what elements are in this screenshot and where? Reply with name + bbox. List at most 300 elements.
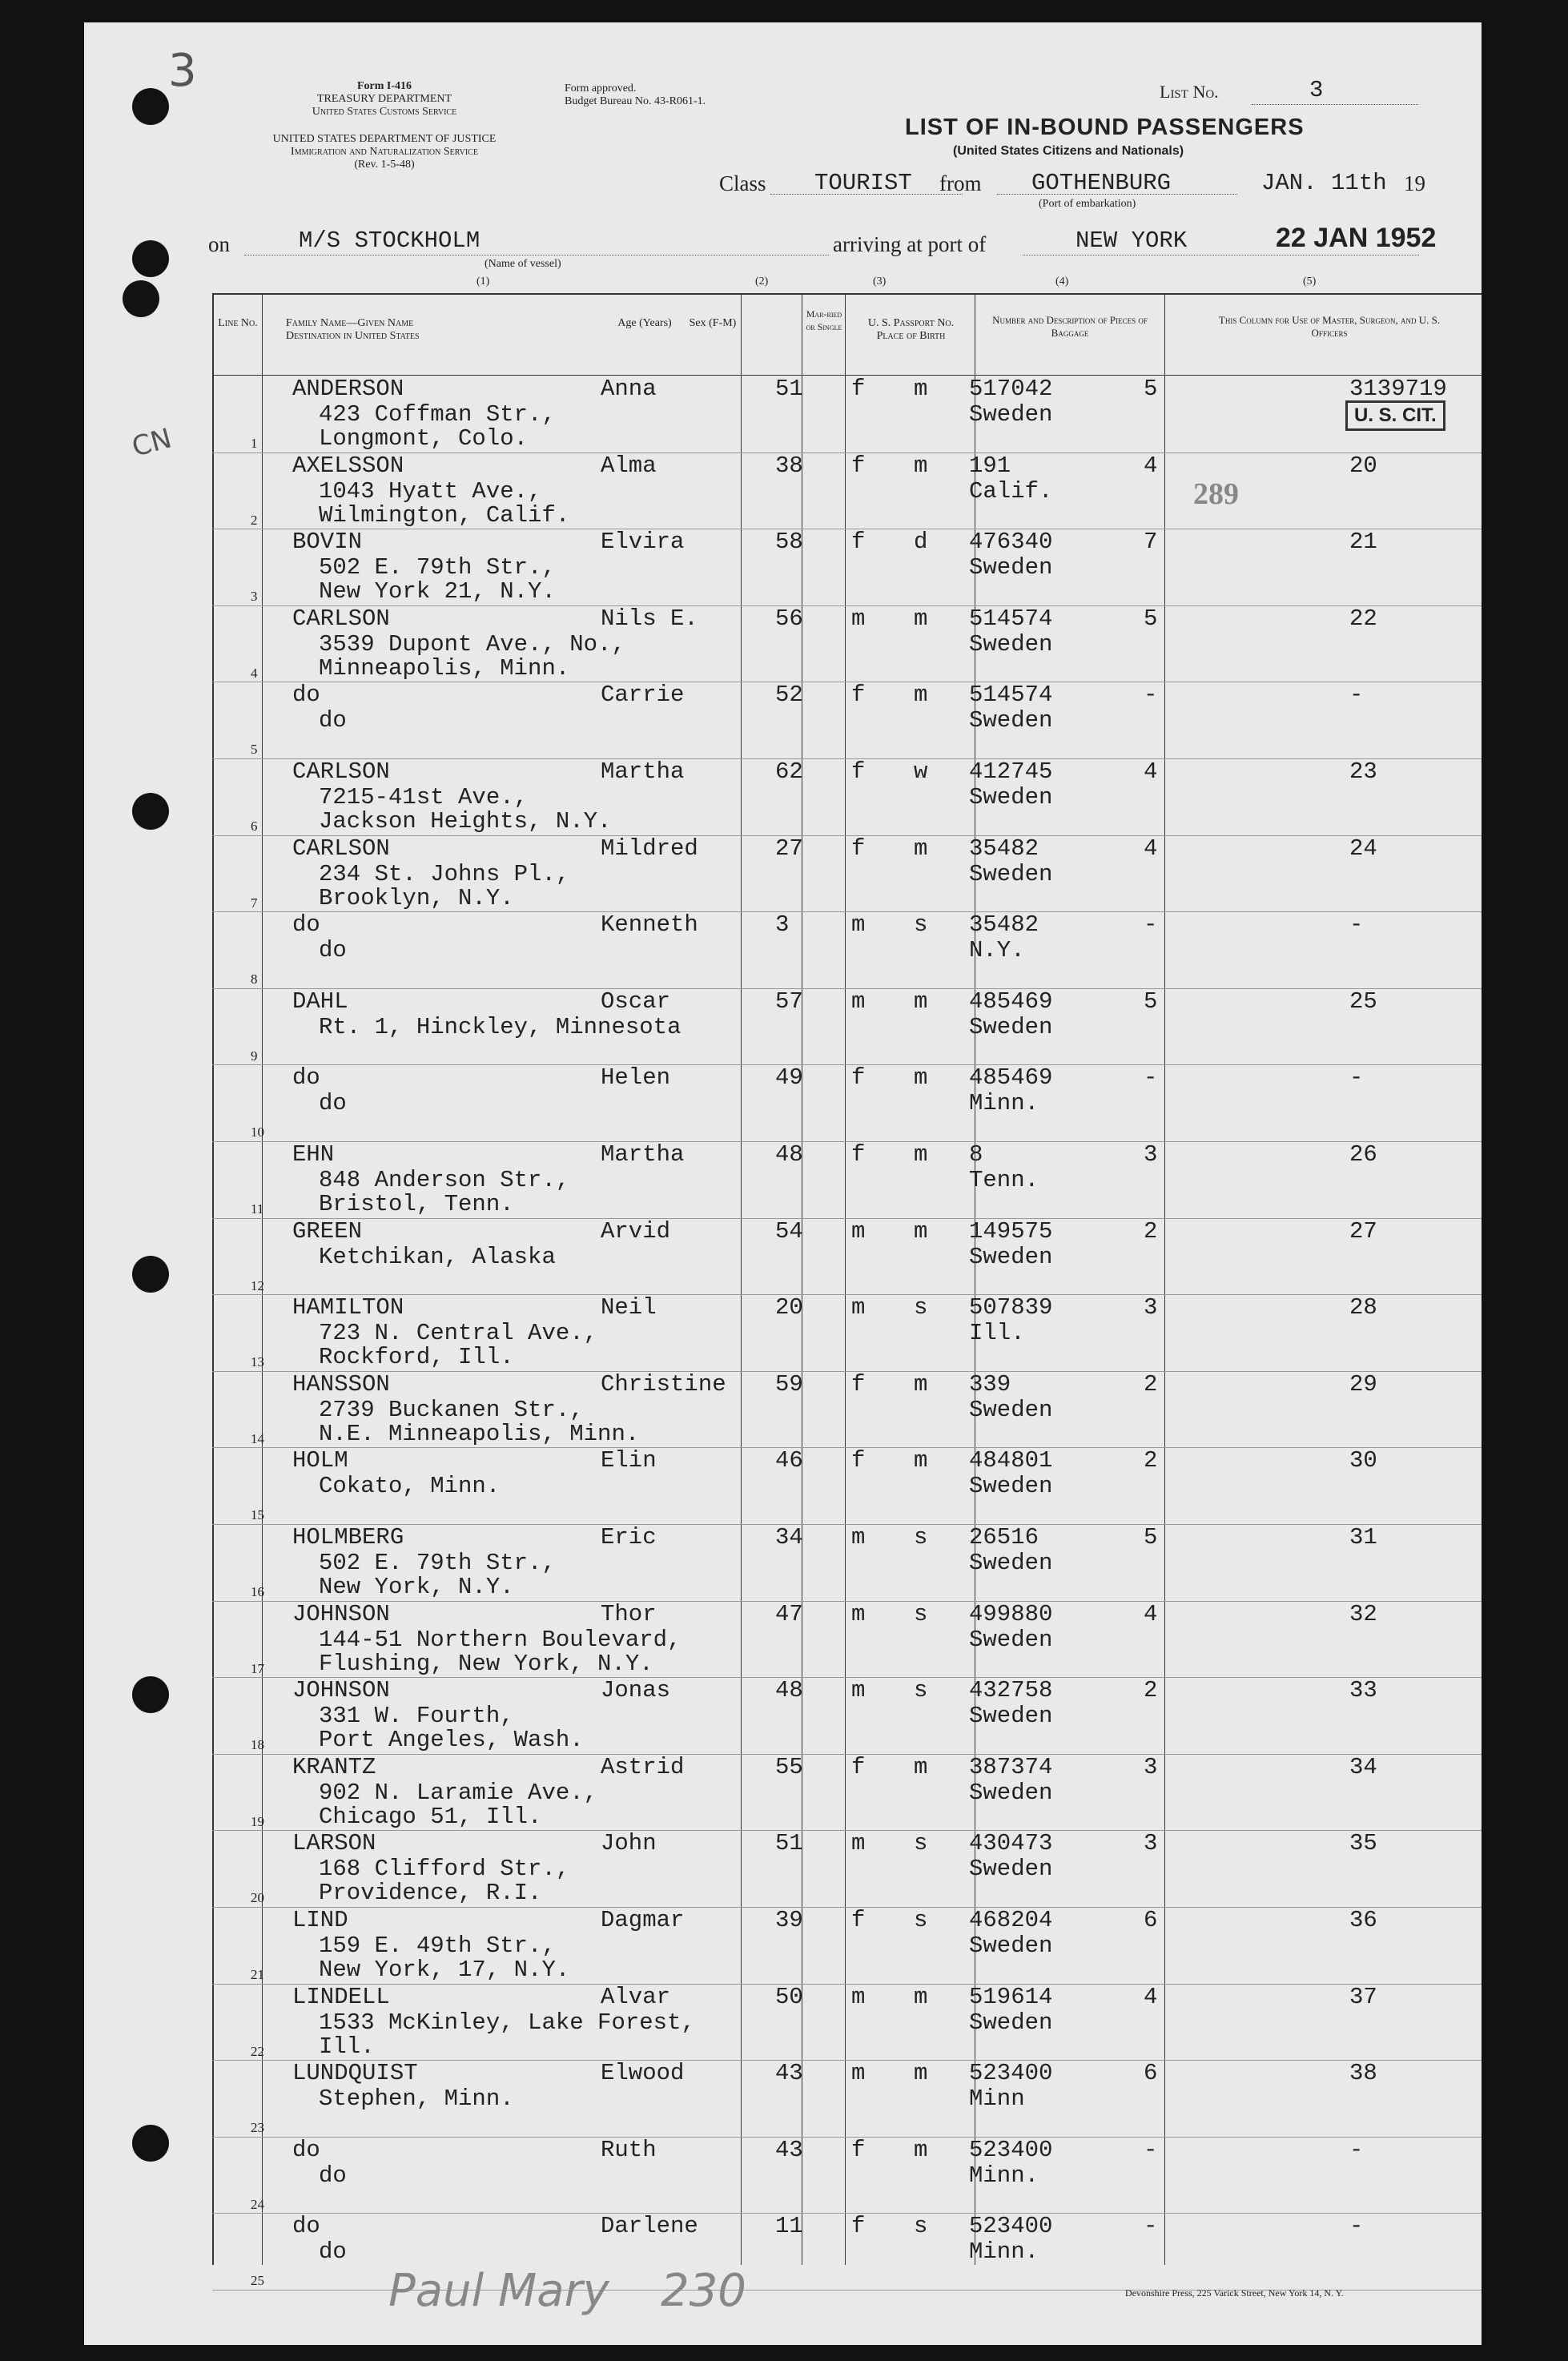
- family-name: GREEN: [292, 1217, 363, 1245]
- marital-status: m: [914, 376, 928, 402]
- header-family-name: Family Name—Given Name: [286, 317, 414, 329]
- place-of-birth: Sweden: [969, 1626, 1053, 1653]
- family-name: CARLSON: [292, 758, 390, 785]
- marital-status: s: [914, 1907, 928, 1933]
- officer-number: 27: [1349, 1217, 1377, 1245]
- address-line-2: Rockford, Ill.: [319, 1344, 514, 1371]
- baggage-count: 3: [1144, 1141, 1158, 1168]
- table-row: [212, 1295, 1482, 1372]
- table-row: [212, 912, 1482, 989]
- officer-number: 24: [1349, 835, 1377, 862]
- address-line-1: Cokato, Minn.: [319, 1473, 501, 1500]
- page-title: LIST OF IN-BOUND PASSENGERS: [905, 115, 1305, 140]
- address-line-1: 502 E. 79th Str.,: [319, 1550, 556, 1576]
- sex: m: [851, 1983, 866, 2010]
- address-line-1: 1043 Hyatt Ave.,: [319, 477, 542, 505]
- place-of-birth: Minn: [969, 2085, 1025, 2113]
- page-subtitle: (United States Citizens and Nationals): [953, 144, 1184, 158]
- header-officers: This Column for Use of Master, Surgeon, and U. S. Officers: [1218, 314, 1441, 339]
- officer-number: 32: [1349, 1600, 1377, 1627]
- place-of-birth: Sweden: [969, 784, 1053, 810]
- table-row: [212, 376, 1482, 453]
- given-name: Martha: [601, 1141, 685, 1168]
- family-name: CARLSON: [292, 835, 390, 862]
- header-sex: Sex (F-M): [689, 317, 737, 329]
- baggage-count: 5: [1144, 605, 1158, 632]
- given-name: Elin: [601, 1447, 657, 1474]
- age: 20: [775, 1294, 803, 1321]
- address-line-2: Providence, R.I.: [319, 1880, 542, 1907]
- family-name: BOVIN: [292, 529, 363, 556]
- us-citizen-stamp: U. S. CIT.: [1345, 400, 1445, 431]
- address-line-2: Longmont, Colo.: [319, 425, 529, 452]
- line-number: 18: [251, 1737, 264, 1753]
- given-name: Ruth: [601, 2136, 657, 2163]
- address-line-1: 848 Anderson Str.,: [319, 1167, 570, 1193]
- family-name: do: [292, 1064, 320, 1092]
- given-name: John: [601, 1830, 657, 1857]
- sex: f: [851, 835, 866, 862]
- passport-no: 35482: [969, 835, 1039, 862]
- line-number: 19: [251, 1813, 264, 1829]
- sex: f: [851, 758, 866, 785]
- table-row: [212, 529, 1482, 606]
- line-number: 12: [251, 1277, 264, 1293]
- officer-number: 35: [1349, 1830, 1377, 1857]
- given-name: Nils E.: [601, 605, 698, 632]
- address-line-1: do: [319, 2162, 347, 2189]
- baggage-count: 2: [1144, 1370, 1158, 1398]
- passport-no: 412745: [969, 758, 1053, 785]
- line-number: 20: [251, 1890, 264, 1906]
- marital-status: m: [914, 987, 928, 1015]
- address-line-2: New York, 17, N.Y.: [319, 1957, 570, 1983]
- marital-status: m: [914, 1064, 928, 1092]
- officer-number: 29: [1349, 1370, 1377, 1398]
- line-number: 22: [251, 2043, 264, 2059]
- address-line-2: Wilmington, Calif.: [319, 501, 570, 529]
- table-row: [212, 1219, 1482, 1296]
- class-label: Class: [719, 171, 766, 195]
- marital-status: m: [914, 2060, 928, 2087]
- passport-no: 8: [969, 1141, 983, 1168]
- age: 52: [775, 682, 803, 709]
- punch-hole: [132, 240, 169, 277]
- address-line-1: do: [319, 937, 347, 964]
- address-line-1: 3539 Dupont Ave., No.,: [319, 630, 625, 658]
- age: 56: [775, 605, 803, 632]
- passport-no: 514574: [969, 682, 1053, 709]
- passport-no: 430473: [969, 1830, 1053, 1857]
- address-line-1: 168 Clifford Str.,: [319, 1856, 570, 1883]
- passport-no: 432758: [969, 1677, 1053, 1704]
- given-name: Alvar: [601, 1983, 671, 2010]
- on-label: on: [208, 232, 230, 256]
- place-of-birth: Sweden: [969, 401, 1053, 428]
- sex: m: [851, 1600, 866, 1627]
- given-name: Astrid: [601, 1753, 685, 1780]
- given-name: Oscar: [601, 987, 671, 1015]
- vessel-label: (Name of vessel): [484, 258, 561, 270]
- age: 50: [775, 1983, 803, 2010]
- officer-number: 26: [1349, 1141, 1377, 1168]
- sex: f: [851, 1064, 866, 1092]
- table-row: [212, 1831, 1482, 1908]
- given-name: Mildred: [601, 835, 698, 862]
- given-name: Jonas: [601, 1677, 671, 1704]
- baggage-count: 2: [1144, 1217, 1158, 1245]
- marital-status: s: [914, 1600, 928, 1627]
- officer-number: 30: [1349, 1447, 1377, 1474]
- family-name: do: [292, 911, 320, 939]
- passport-no: 517042: [969, 376, 1053, 402]
- line-number: 8: [251, 971, 258, 987]
- line-number: 2: [251, 512, 258, 528]
- age: 54: [775, 1217, 803, 1245]
- address-line-1: Stephen, Minn.: [319, 2085, 514, 2113]
- marital-status: s: [914, 1830, 928, 1857]
- place-of-birth: Sweden: [969, 630, 1053, 658]
- age: 49: [775, 1064, 803, 1092]
- given-name: Dagmar: [601, 1907, 685, 1933]
- officer-number: 28: [1349, 1294, 1377, 1321]
- baggage-count: 7: [1144, 529, 1158, 556]
- form-header-left2: [204, 133, 565, 171]
- address-line-1: 234 St. Johns Pl.,: [319, 860, 570, 887]
- table-top-border: [212, 293, 1482, 295]
- address-line-1: 423 Coffman Str.,: [319, 401, 556, 428]
- passport-no: 507839: [969, 1294, 1053, 1321]
- marital-status: d: [914, 529, 928, 556]
- stamp-289: 289: [1193, 477, 1239, 511]
- line-number: 25: [251, 2273, 264, 2289]
- header-line-no: Line No.: [218, 317, 258, 329]
- baggage-count: -: [1144, 911, 1158, 939]
- given-name: Arvid: [601, 1217, 671, 1245]
- header-passport-no: U. S. Passport No.: [867, 317, 955, 329]
- marital-status: m: [914, 2136, 928, 2163]
- address-line-1: do: [319, 2238, 347, 2266]
- family-name: HOLM: [292, 1447, 348, 1474]
- age: 48: [775, 1141, 803, 1168]
- date-sailed: JAN. 11th: [1261, 170, 1387, 196]
- signature: Paul Mary: [388, 2265, 609, 2317]
- age: 43: [775, 2136, 803, 2163]
- baggage-count: 3: [1144, 1830, 1158, 1857]
- passport-no: 484801: [969, 1447, 1053, 1474]
- table-row: [212, 1448, 1482, 1525]
- place-of-birth: Calif.: [969, 477, 1053, 505]
- header-destination: Destination in United States: [286, 330, 420, 342]
- year-prefix: 19: [1404, 171, 1425, 195]
- given-name: Elvira: [601, 529, 685, 556]
- baggage-count: 6: [1144, 1907, 1158, 1933]
- sex: f: [851, 1753, 866, 1780]
- address-line-2: Port Angeles, Wash.: [319, 1727, 584, 1754]
- age: 57: [775, 987, 803, 1015]
- passport-no: 191: [969, 452, 1011, 479]
- given-name: Alma: [601, 452, 657, 479]
- budget-bureau: Budget Bureau No. 43-R061-1.: [565, 95, 706, 107]
- marital-status: s: [914, 1294, 928, 1321]
- given-name: Christine: [601, 1370, 726, 1398]
- passport-no: 35482: [969, 911, 1039, 939]
- age: 55: [775, 1753, 803, 1780]
- form-number: Form I-416: [356, 80, 412, 92]
- age: 51: [775, 376, 803, 402]
- marital-status: m: [914, 1141, 928, 1168]
- punch-hole: [132, 793, 169, 830]
- baggage-count: 2: [1144, 1447, 1158, 1474]
- document-page: [84, 22, 1482, 2345]
- header-baggage: Number and Description of Pieces of Baggage: [992, 314, 1148, 339]
- place-of-birth: Sweden: [969, 1013, 1053, 1040]
- place-of-birth: Sweden: [969, 1703, 1053, 1730]
- address-line-2: New York, N.Y.: [319, 1574, 514, 1600]
- address-line-1: 2739 Buckanen Str.,: [319, 1396, 584, 1423]
- sex: f: [851, 529, 866, 556]
- age: 27: [775, 835, 803, 862]
- baggage-count: 3: [1144, 1294, 1158, 1321]
- passport-no: 468204: [969, 1907, 1053, 1933]
- officer-number: 36: [1349, 1907, 1377, 1933]
- sex: f: [851, 682, 866, 709]
- line-number: 4: [251, 665, 258, 681]
- table-row: [212, 1372, 1482, 1449]
- officer-number: 37: [1349, 1983, 1377, 2010]
- header-name: [286, 317, 420, 343]
- family-name: LARSON: [292, 1830, 376, 1857]
- officer-number: -: [1349, 2136, 1364, 2163]
- col-num-2: (2): [755, 276, 769, 288]
- place-of-birth: Tenn.: [969, 1167, 1039, 1193]
- passport-no: 387374: [969, 1753, 1053, 1780]
- place-of-birth: Sweden: [969, 554, 1053, 581]
- place-of-birth: Sweden: [969, 707, 1053, 734]
- sex: m: [851, 987, 866, 1015]
- baggage-count: -: [1144, 682, 1158, 709]
- sex: m: [851, 1830, 866, 1857]
- officer-number: 38: [1349, 2060, 1377, 2087]
- marital-status: m: [914, 1983, 928, 2010]
- marital-status: s: [914, 911, 928, 939]
- passport-no: 523400: [969, 2213, 1053, 2240]
- line-number: 14: [251, 1430, 264, 1446]
- place-of-birth: Ill.: [969, 1320, 1025, 1347]
- baggage-count: -: [1144, 2136, 1158, 2163]
- marital-status: s: [914, 1677, 928, 1704]
- header-married: Mar-ried or Single: [806, 308, 842, 332]
- arrival-port: NEW YORK: [1075, 227, 1188, 254]
- sex: f: [851, 1141, 866, 1168]
- col-num-3: (3): [873, 276, 887, 288]
- line-number: 15: [251, 1507, 264, 1523]
- baggage-count: 5: [1144, 987, 1158, 1015]
- family-name: do: [292, 2136, 320, 2163]
- signature-number: 230: [661, 2265, 746, 2317]
- line-number: 17: [251, 1660, 264, 1676]
- table-row: [212, 836, 1482, 913]
- officer-number: -: [1349, 911, 1364, 939]
- list-no-underline: [1252, 104, 1418, 105]
- officer-number: -: [1349, 2213, 1364, 2240]
- line-number: 6: [251, 819, 258, 834]
- address-line-1: 144-51 Northern Boulevard,: [319, 1626, 681, 1653]
- sex: f: [851, 376, 866, 402]
- given-name: Thor: [601, 1600, 657, 1627]
- officer-number: 34: [1349, 1753, 1377, 1780]
- age: 3: [775, 911, 790, 939]
- table-row: [212, 1602, 1482, 1679]
- passport-no: 339: [969, 1370, 1011, 1398]
- marital-status: w: [914, 758, 928, 785]
- header-place-birth: Place of Birth: [876, 330, 946, 342]
- address-line-1: 1533 McKinley, Lake Forest,: [319, 2009, 695, 2036]
- col-num-5: (5): [1303, 276, 1317, 288]
- passport-no: 514574: [969, 605, 1053, 632]
- age: 11: [775, 2213, 803, 2240]
- address-line-1: 331 W. Fourth,: [319, 1703, 514, 1730]
- place-of-birth: Minn.: [969, 2162, 1039, 2189]
- family-name: do: [292, 682, 320, 709]
- address-line-2: Flushing, New York, N.Y.: [319, 1650, 653, 1677]
- officer-number: -: [1349, 682, 1364, 709]
- sex: f: [851, 1370, 866, 1398]
- table-row: [212, 606, 1482, 683]
- marital-status: s: [914, 1524, 928, 1551]
- baggage-count: 4: [1144, 1600, 1158, 1627]
- given-name: Kenneth: [601, 911, 698, 939]
- line-number: 3: [251, 589, 258, 605]
- vessel-name: M/S STOCKHOLM: [299, 227, 480, 254]
- punch-hole: [132, 1256, 169, 1293]
- age: 34: [775, 1524, 803, 1551]
- table-row: [212, 1065, 1482, 1142]
- margin-note: 3: [168, 45, 197, 97]
- printer-credit: Devonshire Press, 225 Varick Street, New York 14, N. Y.: [1125, 2287, 1344, 2299]
- arrival-date-stamp: 22 JAN 1952: [1276, 223, 1437, 253]
- family-name: ANDERSON: [292, 376, 404, 402]
- marital-status: m: [914, 1753, 928, 1780]
- marital-status: m: [914, 835, 928, 862]
- address-line-2: Chicago 51, Ill.: [319, 1803, 542, 1830]
- family-name: do: [292, 2213, 320, 2240]
- passport-no: 149575: [969, 1217, 1053, 1245]
- address-line-1: 7215-41st Ave.,: [319, 784, 529, 810]
- sex: m: [851, 1524, 866, 1551]
- table-row: [212, 2061, 1482, 2138]
- place-of-birth: Minn.: [969, 2238, 1039, 2266]
- dept2: UNITED STATES DEPARTMENT OF JUSTICE: [272, 133, 497, 145]
- given-name: Carrie: [601, 682, 685, 709]
- list-no-value: 3: [1309, 77, 1324, 103]
- port-embark-label: (Port of embarkation): [1039, 198, 1136, 210]
- place-of-birth: Sweden: [969, 1933, 1053, 1959]
- baggage-count: 4: [1144, 835, 1158, 862]
- family-name: HOLMBERG: [292, 1524, 404, 1551]
- baggage-count: 4: [1144, 452, 1158, 479]
- form-approved-text: Form approved.: [565, 82, 637, 95]
- table-row: [212, 2138, 1482, 2214]
- place-of-birth: Sweden: [969, 1396, 1053, 1423]
- passport-no: 485469: [969, 987, 1053, 1015]
- family-name: HAMILTON: [292, 1294, 404, 1321]
- address-line-1: 723 N. Central Ave.,: [319, 1320, 598, 1347]
- table-row: [212, 989, 1482, 1066]
- age: 38: [775, 452, 803, 479]
- given-name: Eric: [601, 1524, 657, 1551]
- line-number: 23: [251, 2120, 264, 2136]
- officer-number: 21: [1349, 529, 1377, 556]
- family-name: JOHNSON: [292, 1677, 390, 1704]
- form-approved: [565, 82, 706, 108]
- baggage-count: 4: [1144, 758, 1158, 785]
- sex: m: [851, 1217, 866, 1245]
- officer-number: 3139719: [1349, 376, 1447, 402]
- from-label: from: [939, 171, 982, 195]
- marital-status: s: [914, 2213, 928, 2240]
- address-line-2: N.E. Minneapolis, Minn.: [319, 1420, 640, 1447]
- table-row: [212, 1678, 1482, 1755]
- baggage-count: 5: [1144, 1524, 1158, 1551]
- address-line-2: Bristol, Tenn.: [319, 1191, 514, 1217]
- family-name: LIND: [292, 1907, 348, 1933]
- sex: f: [851, 1907, 866, 1933]
- family-name: DAHL: [292, 987, 348, 1015]
- address-line-1: do: [319, 707, 347, 734]
- passport-no: 519614: [969, 1983, 1053, 2010]
- marital-status: m: [914, 682, 928, 709]
- class-value: TOURIST: [814, 170, 912, 196]
- officer-number: 25: [1349, 987, 1377, 1015]
- baggage-count: 6: [1144, 2060, 1158, 2087]
- family-name: KRANTZ: [292, 1753, 376, 1780]
- table-row: [212, 453, 1482, 530]
- line-number: 5: [251, 742, 258, 758]
- sex: m: [851, 1294, 866, 1321]
- given-name: Elwood: [601, 2060, 685, 2087]
- line-number: 9: [251, 1048, 258, 1064]
- arriving-label: arriving at port of: [833, 232, 987, 256]
- table-row: [212, 682, 1482, 759]
- passport-no: 499880: [969, 1600, 1053, 1627]
- passport-no: 476340: [969, 529, 1053, 556]
- address-line-2: Minneapolis, Minn.: [319, 654, 570, 682]
- dept1: TREASURY DEPARTMENT: [316, 93, 452, 105]
- passport-no: 485469: [969, 1064, 1053, 1092]
- officer-number: -: [1349, 1064, 1364, 1092]
- family-name: HANSSON: [292, 1370, 390, 1398]
- baggage-count: 2: [1144, 1677, 1158, 1704]
- age: 43: [775, 2060, 803, 2087]
- sex: f: [851, 2136, 866, 2163]
- address-line-1: 159 E. 49th Str.,: [319, 1933, 556, 1959]
- family-name: AXELSSON: [292, 452, 404, 479]
- address-line-2: Ill.: [319, 2033, 375, 2060]
- passport-no: 523400: [969, 2136, 1053, 2163]
- baggage-count: 3: [1144, 1753, 1158, 1780]
- baggage-count: 5: [1144, 376, 1158, 402]
- dept2-sub: Immigration and Naturalization Service: [291, 146, 478, 158]
- sex: f: [851, 452, 866, 479]
- sex: m: [851, 1677, 866, 1704]
- from-value: GOTHENBURG: [1031, 170, 1172, 196]
- passport-no: 523400: [969, 2060, 1053, 2087]
- officer-number: 23: [1349, 758, 1377, 785]
- age: 59: [775, 1370, 803, 1398]
- header-age: Age (Years): [617, 317, 672, 329]
- col-num-1: (1): [476, 276, 490, 288]
